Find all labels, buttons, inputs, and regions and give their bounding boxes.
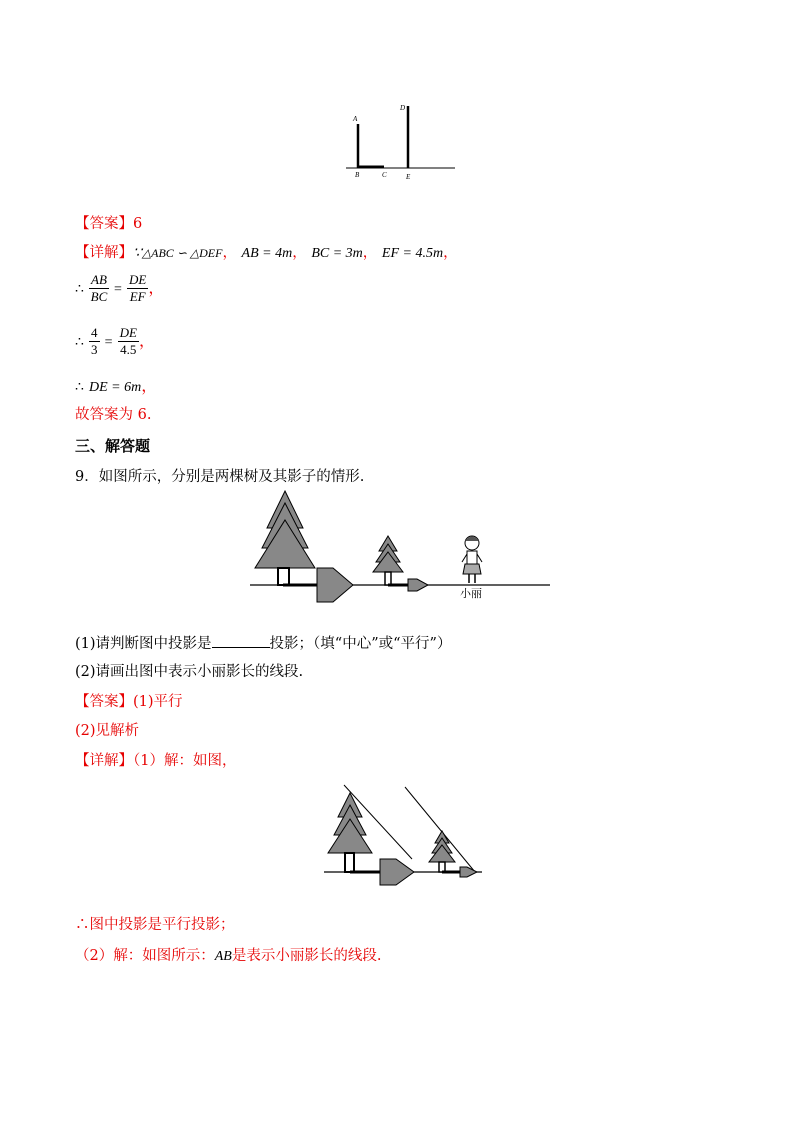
fraction-4-3 — [89, 325, 100, 358]
answer-value: 6 — [133, 216, 143, 232]
sep: ， — [141, 376, 158, 395]
label-d: D — [400, 104, 406, 112]
label-e: E — [406, 173, 411, 181]
sep: ， — [292, 245, 307, 261]
fraction-de-4.5 — [118, 325, 139, 358]
small-tree-icon — [429, 831, 455, 872]
small-tree-shadow-icon — [388, 579, 428, 591]
q8-ratio-line — [75, 272, 164, 305]
q9-detail-line — [75, 751, 236, 771]
small-tree-icon — [373, 536, 403, 585]
ab-value: AB = 4m — [241, 246, 293, 261]
fraction-ab-bc — [89, 272, 109, 305]
q9-conclusion1: ∴图中投影是平行投影； — [75, 917, 235, 933]
denominator: EF — [129, 289, 146, 304]
label-c: C — [382, 171, 387, 179]
q8-substitute-line — [75, 325, 155, 358]
denominator: 4.5 — [120, 342, 137, 357]
q8-detail-line — [75, 243, 458, 264]
q8-final-answer: 故答案为 6. — [75, 407, 152, 423]
segment-ab: AB — [214, 949, 232, 964]
answer-tag: 【答案】 — [75, 694, 133, 710]
label-a: A — [353, 115, 358, 123]
q9-part2: (2)请画出图中表示小丽影长的线段. — [75, 664, 304, 680]
similar-statement: △ABC ∽ △DEF — [141, 246, 223, 260]
sep: ， — [222, 245, 237, 261]
therefore-symbol: ∴ — [75, 282, 84, 297]
conclusion2-prefix: （2）解：如图所示： — [75, 948, 215, 964]
fraction-de-ef — [127, 272, 148, 305]
equals: = — [114, 282, 122, 297]
denominator: BC — [90, 289, 108, 304]
part1-prefix: (1)请判断图中投影是 — [75, 636, 212, 652]
detail-text: （1）解：如图， — [133, 753, 237, 769]
big-tree-icon — [328, 793, 372, 872]
sep: ， — [138, 331, 155, 350]
q8-result-line — [75, 373, 157, 396]
parallel-projection-figure — [322, 783, 487, 888]
numerator: 4 — [91, 325, 98, 340]
sep: ， — [148, 278, 165, 297]
sep: ， — [443, 245, 458, 261]
girl-label: 小丽 — [460, 588, 482, 600]
denominator: 3 — [91, 342, 98, 357]
section-title: 三、解答题 — [75, 437, 151, 455]
numerator: DE — [119, 325, 137, 340]
detail-tag: 【详解】 — [75, 753, 133, 769]
answer-part1: (1)平行 — [133, 694, 183, 710]
detail-tag: 【详解】 — [75, 245, 133, 261]
numerator: AB — [91, 272, 107, 287]
girl-icon — [462, 536, 482, 583]
q9-part1 — [75, 633, 451, 654]
equals: = — [104, 335, 113, 350]
answer-blank[interactable] — [212, 633, 270, 648]
big-tree-icon — [255, 491, 315, 585]
therefore-symbol: ∴ — [75, 335, 84, 350]
bc-value: BC = 3m — [311, 246, 363, 261]
therefore-symbol: ∴ — [75, 380, 84, 395]
part1-suffix: 投影；（填“中心”或“平行”） — [269, 636, 452, 652]
conclusion2-suffix: 是表示小丽影长的线段. — [231, 948, 382, 964]
numerator: DE — [129, 272, 147, 287]
ef-value: EF = 4.5m — [381, 246, 444, 261]
q9-conclusion2 — [75, 946, 381, 967]
label-b: B — [355, 171, 360, 179]
because-symbol: ∵ — [133, 246, 142, 261]
trees-shadow-figure — [245, 488, 555, 603]
q9-answer-line — [75, 692, 183, 712]
q8-answer — [75, 214, 142, 234]
answer-tag: 【答案】 — [75, 216, 133, 232]
result-value: DE = 6m — [89, 380, 142, 395]
sep: ， — [362, 245, 378, 261]
similar-triangles-figure — [340, 100, 460, 185]
q9-answer-part2: (2)见解析 — [75, 723, 140, 739]
big-tree-shadow-icon — [350, 859, 414, 885]
q9-stem: 9．如图所示，分别是两棵树及其影子的情形. — [75, 469, 365, 485]
big-tree-shadow-icon — [283, 568, 353, 602]
